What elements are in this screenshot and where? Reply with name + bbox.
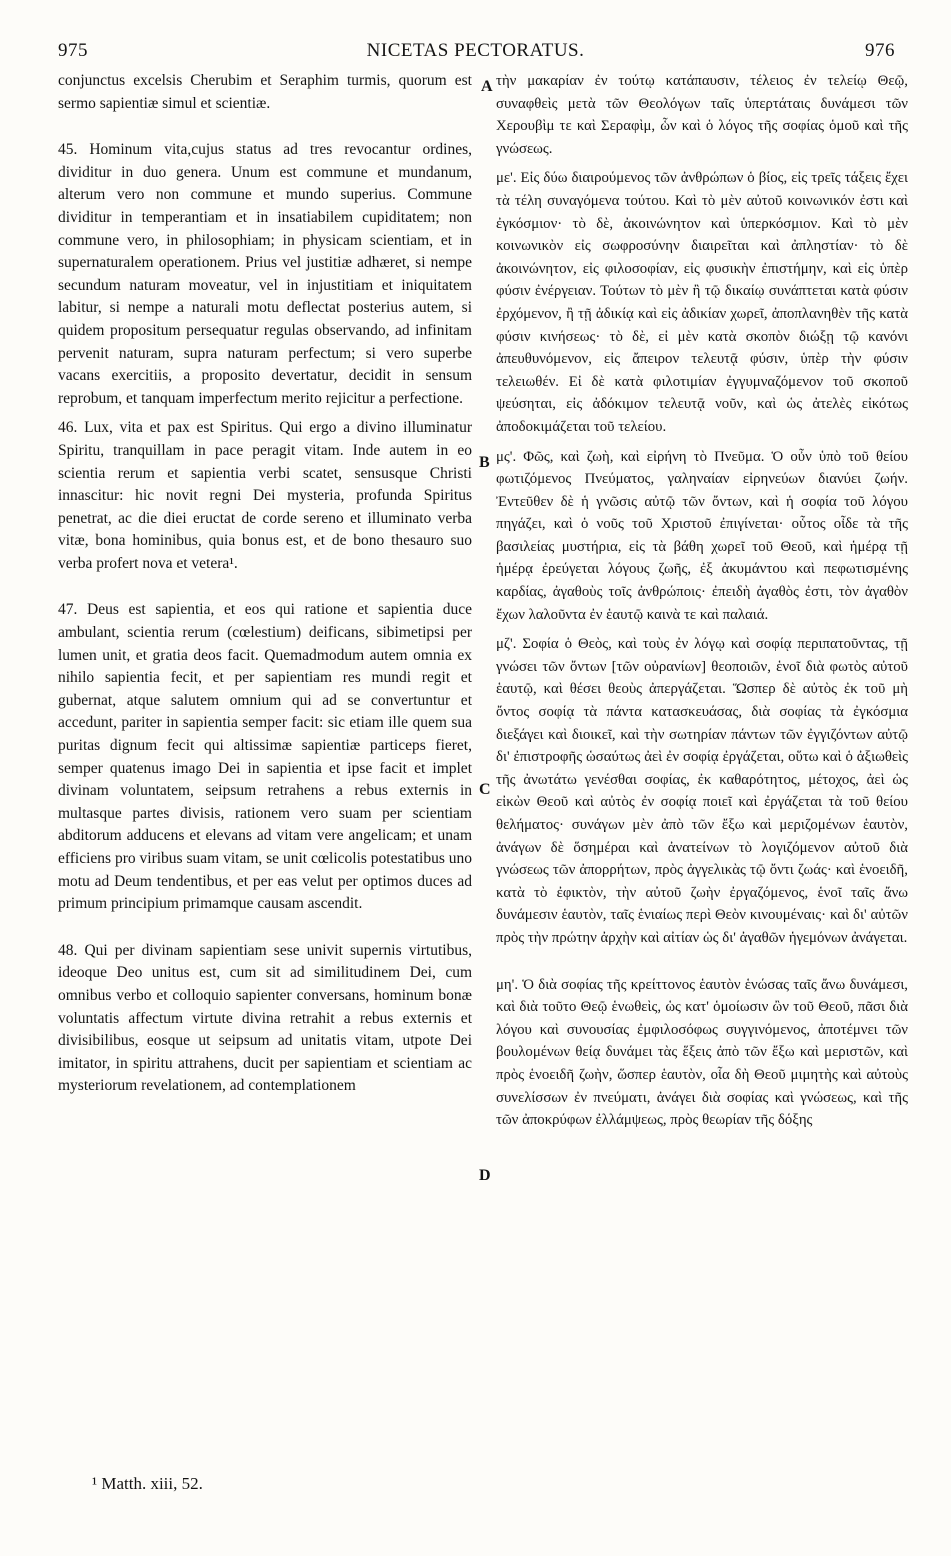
footnote: ¹ Matth. xiii, 52. <box>92 1474 203 1493</box>
greek-paragraph-48: μη'. Ὁ διὰ σοφίας τῆς κρείττονος ἑαυτὸν ἑνώσας ταῖς ἄνω δυνάμεσι, καὶ διὰ τοῦτο Θεῷ ἑνωθεὶς, ὡς κατ' ὁμοίωσιν ὢν τοῦ Θεοῦ, πᾶσι διὰ λόγου καὶ συνουσίας ἐμφιλοσόφως συγγινόμενος, ἀποτέμνει τῶν βουλομένων θείᾳ δυνάμει τὰς ἕξεις ἀπὸ τῶν ἔξω καὶ μεριστῶν, καὶ πρὸς ἑνοειδῆ ζωὴν, ὥσπερ ἑαυτὸν, οἷα δὴ Θεοῦ μιμητὴς καὶ αὐτοὺς συνελίσσων ἐν πνεύματι, ἀνάγει διὰ σοφίας καὶ γνώσεως, καὶ τῆς τῶν ἀποκρύφων ἐλλάμψεως, πρὸς θεωρίαν τῆς δόξης <box>496 976 908 1129</box>
page-number-right: 976 <box>865 40 895 61</box>
latin-column <box>58 70 472 1098</box>
greek-column <box>496 70 908 1132</box>
running-header <box>0 40 951 64</box>
running-title: NICETAS PECTORATUS. <box>366 40 585 61</box>
latin-paragraph-45: 45. Hominum vita,cujus status ad tres revocantur ordines, dividitur in duo genera. Unum est commune et mundanum, alterum vero non commune et mundo superius. Commune dividitur in temperantiam et in insatiabilem cupiditatem; non commune vero, in philosophiam; in physicam scientiam, et in supernaturalem operationem. Prius vel justitiæ adhæret, si nempe secundum naturam moveatur, vel in injustitiam et iniquitatem labitur, si nempe a naturali motu deflectat posterius autem, si quidem propositum persequatur regulas observando, ad infinitam pervenit naturam, supra naturam perfectum; si vero superbe vacans exercitiis, a proposito devertatur, decidit in sensum reprobum, et tanquam imperfectum merito rejicitur a perfectione. <box>58 141 472 407</box>
section-marker-d: D <box>479 1167 491 1184</box>
page-number-left: 975 <box>58 40 88 61</box>
section-marker-a: A <box>481 78 493 95</box>
section-marker-b: B <box>479 454 490 471</box>
latin-paragraph-48: 48. Qui per divinam sapientiam sese univit supernis virtutibus, ideoque Deo unitus est, cum sit ad similitudinem Dei, cum omnibus verbo et colloquio sapienter conversans, hominum bonæ voluntatis affectum virtute divina retrahit a rebus externis et divisibilibus, eosque ut seipsum ad unitatis vitam, utpote Dei imitator, in spiritu attrahens, ducit per sapientiam et scientiam ac mysteriorum revelationem, ad contemplationem <box>58 941 472 1095</box>
greek-paragraph-45: με'. Εἰς δύω διαιρούμενος τῶν ἀνθρώπων ὁ βίος, εἰς τρεῖς τάξεις ἔχει τὰ τέλη συναγόμενα τούτου. Καὶ τὸ μὲν αὐτοῦ κοινωνικόν ἐστι καὶ ἐγκόσμιον· τὸ δὲ, ἀκοινώνητον καὶ ὑπερκόσμιον. Καὶ τὸ μὲν κοινωνικὸν εἰς σωφροσύνην διαιρεῖται καὶ ἀπληστίαν· τὸ δὲ ἀκοινώνητον, εἰς φιλοσοφίαν, εἰς φυσικὴν ἐπιστήμην, καὶ εἰς ὑπὲρ φύσιν ἐνέργειαν. Τούτων τὸ μὲν ἢ τῷ δικαίῳ συνάπτεται κατὰ φύσιν ἐρχόμενον, ἢ τῇ ἀδικίᾳ καὶ εἰς ἀδικίαν χωρεῖ, ἀποπλανηθὲν τῆς κατὰ φύσιν κινήσεως· τὸ δὲ, εἰ μὲν κατὰ σκοπὸν διώξῃ τῷ κανόνι ἀπευθυνόμενον, εἰς ἄπειρον τελευτᾷ φύσιν, ὑπὲρ τὴν φύσιν τελειωθέν. Εἰ δὲ κατὰ φιλοτιμίαν ἐγγυμναζόμενον τοῦ σκοποῦ ψεύσηται, εἰς ἀδόκιμον τελευτᾷ νοῦν, καὶ ὡς ἀτελὲς εἰκότως ἀποδοκιμάζεται τοῦ τελείου. <box>496 170 908 435</box>
latin-paragraph-47: 47. Deus est sapientia, et eos qui ratione et sapientia duce ambulant, scientia rerum (cœlestium) deificans, sibimetipsi per lumen unit, et gratia deos facit. Quemadmodum autem omnia ex nihilo sapientia fecit, et per sapientiam res mundi regit et gubernat, atque salutem omnium qui ad se convertuntur et accedunt, pariter in sapientia semper facit: sic etiam ille quem sua puritas dignum fecit qui altissimæ sapientiæ particeps fieret, semper quatenus imago Dei in sapientia et ipse facit et implet divinam voluntatem, seipsum retrahens a rebus externis in multasque partes divisis, rationem vero suam per scientiam abditorum adducens et elevans ad vitam vere angelicam; et unam efficiens pro viribus suam vitam, se unit cœlicolis potestatibus uno motu ad Deum tendentibus, et per eas velut per optimos duces ad primum principium primamque causam ascendit. <box>58 601 472 913</box>
greek-paragraph-47: μζ'. Σοφία ὁ Θεὸς, καὶ τοὺς ἐν λόγῳ καὶ σοφίᾳ περιπατοῦντας, τῇ γνώσει τῶν ὄντων [τῶν οὐρανίων] θεοποιῶν, ἑνοῖ διὰ φωτὸς αὐτοῦ ἑαυτῷ, καὶ θέσει θεοὺς ἀπεργάζεται. Ὥσπερ δὲ αὐτὸς ἐκ τοῦ μὴ ὄντος σοφίᾳ τὰ πάντα κατασκευάσας, διὰ σοφίας τὰ ἐγκόσμια διεξάγει καὶ διοικεῖ, καὶ τὴν σωτηρίαν πάντων τῶν ἐγγιζόντων αὐτῷ δι' ἐπιστροφῆς ὡσαύτως ἀεὶ ἐν σοφίᾳ ἐργάζεται, οὕτω καὶ ὁ ἀξιωθεὶς τῆς ἀνωτάτω γενέσθαι σοφίας, ἐκ καθαρότητος, μέτοχος, ἀεὶ ὡς εἰκὼν Θεοῦ καὶ αὐτὸς ἐν σοφίᾳ ποιεῖ καὶ ἐργάζεται τὰ τοῦ θείου θελήματος· συνάγων μὲν ἀπὸ τῶν ἔξω καὶ μεριζομένων ἑαυτὸν, ἀνάγων δὲ ὅσημέραι καὶ ἀνατείνων τὸ λογιζόμενον αὐτοῦ διὰ γνώσεως τῶν ἀπορρήτων, πρὸς ἀγγελικὰς τῷ ὄντι ζωάς· καὶ ἑνοειδῆ, κατὰ τὸ ἐφικτὸν, τὴν αὐτοῦ ζωὴν ἐργαζόμενος, ἑνοῖ ταῖς ἄνω δυνάμεσιν ἑαυτὸν, ταῖς ἑνιαίως περὶ Θεὸν κινουμέναις· καὶ δι' αὐτῶν πρὸς τὴν πρώτην ἀρχὴν καὶ αἰτίαν ὡς δι' ἀγαθῶν ἡγεμόνων ἀνάγεται. <box>496 636 908 946</box>
greek-paragraph-46: μς'. Φῶς, καὶ ζωὴ, καὶ εἰρήνη τὸ Πνεῦμα. Ὁ οὖν ὑπὸ τοῦ θείου φωτιζόμενος Πνεύματος, γαληναίαν εἰρηνεύων διανύει ζωήν. Ἐντεῦθεν δὲ ἡ γνῶσις αὐτῷ τῶν ὄντων, καὶ ἡ σοφία τοῦ λόγου πηγάζει, καὶ ὁ νοῦς τοῦ Χριστοῦ ἐπιγίνεται· οὗτος οἶδε τὰ τῆς βασιλείας μυστήρια, εἰς τὰ βάθη χωρεῖ τοῦ Θεοῦ, καὶ ἡμέρᾳ τῇ ἡμέρᾳ ἐρεύγεται λόγους ζωῆς, ἐξ ἀκυμάντου καὶ πεφωτισμένης καρδίας, ἀγαθοὺς τοῖς ἀνθρώποις· ἐπειδὴ ἀγαθὸς ἐστι, τὸν ἀγαθὸν ἔχων λαλοῦντα ἐν ἑαυτῷ καινὰ τε καὶ παλαιά. <box>496 448 908 623</box>
section-marker-c: C <box>479 781 491 798</box>
latin-paragraph-46: 46. Lux, vita et pax est Spiritus. Qui ergo a divino illuminatur Spiritu, tranquillam in pace peragit vitam. Inde autem in eo scientia rerum et sapientia verbi scatet, sensusque Christi innascitur: hic novit regni Dei mysteria, profunda Spiritus penetrat, ac die diei eructat de corde sereno et illuminato verba vitæ, bona hominibus, quia bonus est, et de bono thesauro suo verba profert nova et vetera¹. <box>58 419 472 572</box>
latin-paragraph-continuation: conjunctus excelsis Cherubim et Seraphim turmis, quorum est sermo sapientiæ simul et scientiæ. <box>58 72 472 112</box>
greek-paragraph-continuation: τὴν μακαρίαν ἐν τούτῳ κατάπαυσιν, τέλειος ἐν τελείῳ Θεῷ, συναφθεὶς μετὰ τῶν Θεολόγων ταῖς ὑπερτάταις δυνάμεσι τῶν Χερουβὶμ τε καὶ Σεραφὶμ, ὧν καὶ ὁ λόγος τῆς σοφίας ὁμοῦ καὶ τῆς γνώσεως. <box>496 73 908 157</box>
